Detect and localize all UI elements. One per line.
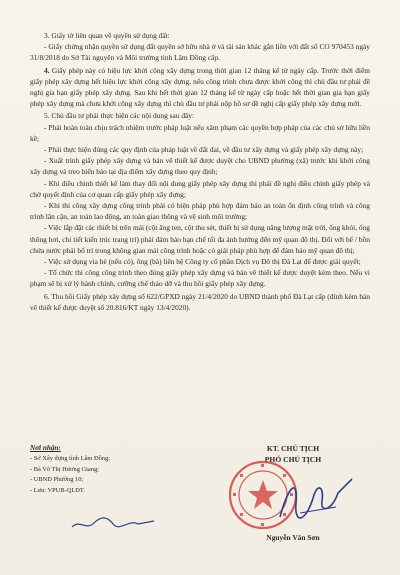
recipients-block (30, 443, 190, 496)
section-5-item-e: - Khi thi công xây dựng công trình phải có biện pháp phù hợp đảm bảo an toàn ổn định công trình và công trình lân cận, an toàn lao động, an toàn giao thông và vệ sinh môi trường; (30, 201, 370, 222)
section-4-paragraph (30, 65, 370, 110)
signer-name: Nguyễn Văn Sơn (266, 533, 320, 542)
signature-block (216, 443, 370, 542)
recipient-item: - Bà Võ Thị Hương Giang; (30, 465, 99, 473)
section-3-heading: 3. Giấy tờ liên quan về quyền sử dụng đất: (44, 31, 170, 40)
signature-line-1: KT. CHỦ TỊCH (266, 444, 320, 453)
document-footer (30, 443, 370, 553)
section-5-item-f: - Việc lắp đặt các thiết bị trên mái (cột ăng ten, cột thu sét, thiết bị sử dụng năng lượng mặt trời, ống khói, ống thông hơi, chi tiết kiến trúc trang trí) phải đảm bảo hạn chế tối đa ảnh hưởng đến mỹ quan đô thị. Đối với bể / bồn chứa nước phải bố trí trong không gian mái công trình hoặc có giải pháp phù hợp để đảm bảo mỹ quan đô thị; (30, 223, 370, 255)
section-4-number: 4. (44, 65, 50, 75)
section-5-item-b: - Phải thực hiện đúng các quy định của pháp luật về đất đai, về đầu tư xây dựng và giấy phép xây dựng này; (44, 145, 364, 155)
signature-line-2: PHÓ CHỦ TỊCH (264, 455, 322, 464)
section-5-item-c: - Xuất trình giấy phép xây dựng và bản vẽ thiết kế được duyệt cho UBND phường (xã) trước khi khởi công xây dựng và treo biển báo tại địa điểm xây dựng theo quy định; (30, 156, 370, 177)
recipient-item: - Lưu: VPUB-QLĐT. (30, 486, 85, 494)
recipients-title: Nơi nhận: (30, 444, 61, 452)
section-5-item-d: - Khi điều chỉnh thiết kế làm thay đổi nội dung giấy phép xây dựng thì phải đề nghị điều chỉnh giấy phép và chờ quyết định của cơ quan cấp giấy phép xây dựng; (30, 178, 370, 199)
handwritten-signature-icon (276, 473, 356, 528)
section-5-item-a: - Phải hoàn toàn chịu trách nhiệm trước pháp luật nếu xâm phạm các quyền hợp pháp của các chủ sở hữu liền kề; (30, 122, 370, 143)
section-5-item-h: - Tổ chức thi công công trình theo đúng giấy phép xây dựng và bản vẽ thiết kế được duyệt kèm theo. Nếu vi phạm sẽ bị xử lý hành chính, cưỡng chế tháo dỡ và thu hồi giấy phép xây dựng. (30, 268, 370, 289)
handwritten-initials-icon (70, 513, 160, 535)
recipient-item: - UBND Phường 10; (30, 476, 84, 483)
recipient-item: - Sở Xây dựng tỉnh Lâm Đồng; (30, 455, 110, 462)
section-5-item-g: - Việc sử dụng via hè (nếu có), ông (bà) liên hệ Công ty cổ phần Dịch vụ Đô thị Đà Lạt để được giải quyết; (44, 257, 361, 267)
section-3-item: - Giấy chứng nhận quyền sử dụng đất quyền sở hữu nhà ở và tài sản khác gắn liền với đất số CO 970453 ngày 31/8/2018 do Sở Tài nguyên và Môi trường tỉnh Lâm Đồng cấp. (30, 42, 370, 63)
section-5-heading: 5. Chủ đầu tư phải thực hiện các nội dung sau đây: (44, 111, 195, 121)
section-6-paragraph: 6. Thu hồi Giấy phép xây dựng số 622/GPXD ngày 21/4/2020 do UBND thành phố Đà Lạt cấp (đính kèm bản vẽ thiết kế được duyệt số 20.816/KT ngày 13/4/2020). (30, 291, 370, 312)
section-4-text: Giấy phép này có hiệu lực khởi công xây dựng trong thời gian 12 tháng kể từ ngày cấp. Trước thời điểm giấy phép xây dựng hết hiệu lực khởi công xây dựng, nếu công trình chưa được khởi công thì chủ đầu tư phải đề nghị gia hạn giấy phép xây dựng. Sau khi hết thời gian 12 tháng kể từ ngày cấp hoặc hết thời gian gia hạn giấy phép xây dựng mà chưa khởi công xây dựng thì chủ đầu tư phải nộp hồ sơ đề nghị cấp giấy phép xây dựng mới. (30, 65, 370, 109)
